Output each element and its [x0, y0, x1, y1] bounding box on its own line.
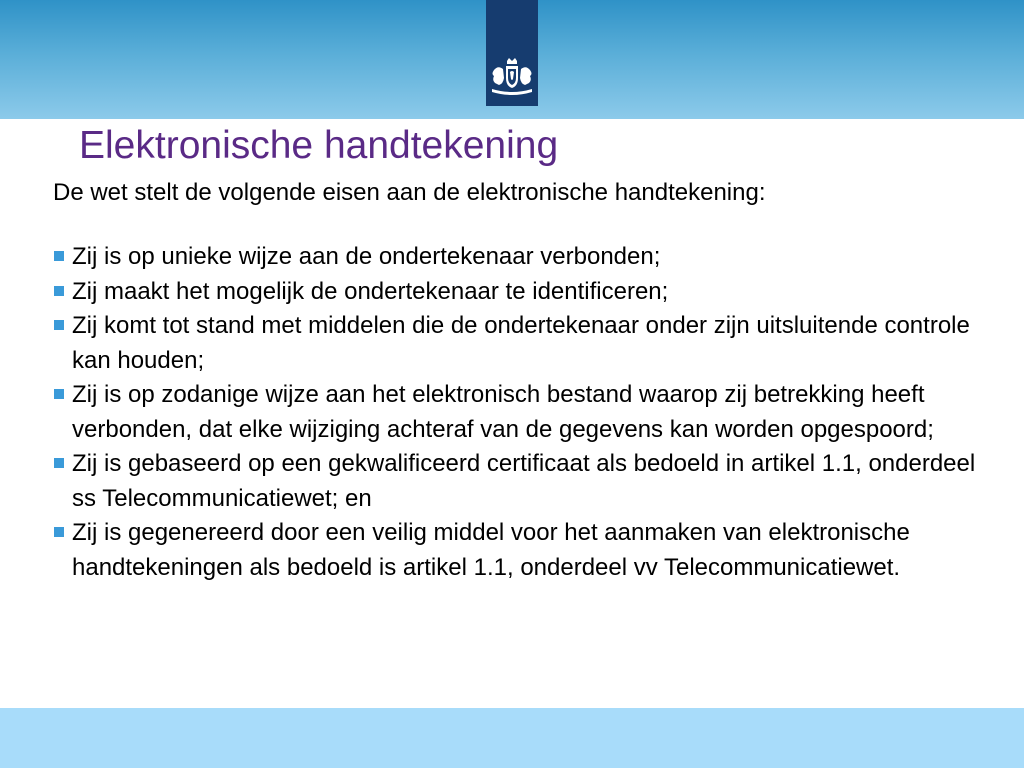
intro-text: De wet stelt de volgende eisen aan de elektronische handtekening: [53, 179, 766, 206]
list-item-text: Zij komt tot stand met middelen die de ondertekenaar onder zijn uitsluitende controle kan houden; [72, 312, 970, 374]
list-item-text: Zij maakt het mogelijk de ondertekenaar te identificeren; [72, 277, 669, 305]
list-item-text: Zij is op unieke wijze aan de ondertekenaar verbonden; [72, 243, 661, 270]
dutch-coat-of-arms-icon [489, 58, 535, 96]
square-bullet-icon [54, 527, 64, 537]
square-bullet-icon [54, 458, 64, 468]
square-bullet-icon [54, 320, 64, 330]
list-item [53, 240, 983, 275]
list-item [53, 275, 983, 310]
header-band [0, 0, 1024, 119]
list-item [53, 309, 983, 378]
footer-band [0, 708, 1024, 768]
list-item [53, 378, 983, 447]
requirements-list [53, 240, 983, 585]
list-item [53, 447, 983, 516]
square-bullet-icon [54, 389, 64, 399]
list-item-text: Zij is op zodanige wijze aan het elektronisch bestand waarop zij betrekking heeft verbonden, dat elke wijziging achteraf van de gegevens kan worden opgespoord; [72, 381, 934, 443]
square-bullet-icon [54, 251, 64, 261]
list-item [53, 516, 983, 585]
list-item-text: Zij is gegenereerd door een veilig middel voor het aanmaken van elektronische handtekeningen als bedoeld is artikel 1.1, onderdeel vv Telecommunicatiewet. [72, 519, 910, 581]
government-logo [486, 0, 538, 106]
list-item-text: Zij is gebaseerd op een gekwalificeerd certificaat als bedoeld in artikel 1.1, onderdeel ss Telecommunicatiewet; en [72, 450, 976, 512]
square-bullet-icon [54, 286, 64, 296]
slide-title: Elektronische handtekening [79, 124, 559, 167]
